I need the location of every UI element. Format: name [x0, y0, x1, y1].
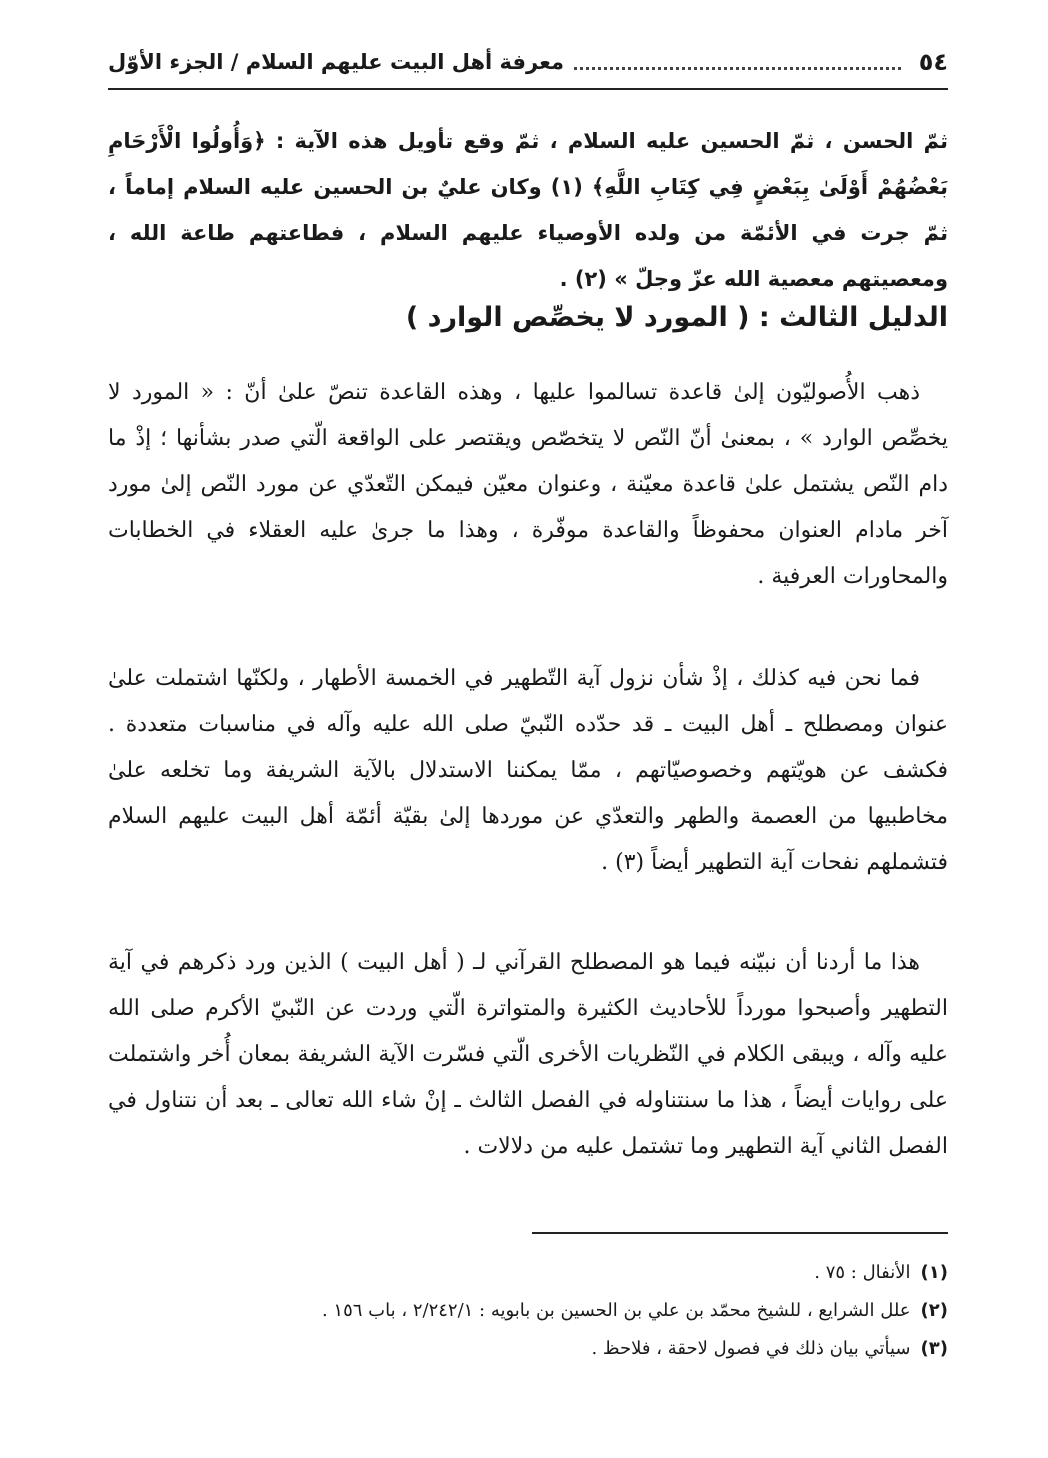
page-number: ٥٤ [918, 48, 948, 76]
book-title: معرفة أهل البيت عليهم السلام / الجزء الأوّل [108, 50, 564, 74]
footnote-number: (٣) [920, 1338, 948, 1359]
footnote-item [108, 1330, 948, 1368]
running-header [108, 40, 948, 84]
header-rule [108, 88, 948, 90]
body-paragraph: ذهب الأُصوليّون إلىٰ قاعدة تسالموا عليها ، وهذه القاعدة تنصّ علىٰ أنّ : « المورد لا يخصِّص الوارد » ، بمعنىٰ أنّ النّص لا يتخصّص ويقتصر على الواقعة الّتي صدر بشأنها ؛ إذْ ما دام النّص يشتمل علىٰ قاعدة معيّنة ، وعنوان معيّن فيمكن التّعدّي عن مورد النّص إلىٰ مورد آخر مادام العنوان محفوظاً والقاعدة موفّرة ، وهذا ما جرىٰ عليه العقلاء في الخطابات والمحاورات العرفية . [108, 380, 948, 589]
header-dot-leader [574, 67, 901, 70]
body-paragraph: هذا ما أردنا أن نبيّنه فيما هو المصطلح القرآني لـ ( أهل البيت ) الذين ورد ذكرهم في آية التطهير وأصبحوا مورداً للأحاديث الكثيرة والمتواترة الّتي وردت عن النّبيّ الأكرم صلى الله عليه وآله ، ويبقى الكلام في النّظريات الأخرى الّتي فسّرت الآية الشريفة بمعان أُخر واشتملت على روايات أيضاً ، هذا ما سنتناوله في الفصل الثالث ـ إنْ شاء الله تعالى ـ بعد أن نتناول في الفصل الثاني آية التطهير وما تشتمل عليه من دلالات . [108, 950, 949, 1159]
footnote-item [108, 1254, 948, 1292]
footnote-rule [532, 1232, 948, 1234]
footnote-text: الأنفال : ٧٥ . [814, 1262, 911, 1283]
footnote-number: (٢) [920, 1300, 948, 1321]
footnote-text: سيأتي بيان ذلك في فصول لاحقة ، فلاحظ . [591, 1338, 911, 1359]
footnote-item [108, 1292, 948, 1330]
footnotes-list [108, 1254, 948, 1368]
body-paragraph: فما نحن فيه كذلك ، إذْ شأن نزول آية التّطهير في الخمسة الأطهار ، ولكنّها اشتملت علىٰ عنوان ومصطلح ـ أهل البيت ـ قد حدّده النّبيّ صلى الله عليه وآله في مناسبات متعددة . فكشف عن هويّتهم وخصوصيّاتهم ، ممّا يمكننا الاستدلال بالآية الشريفة وما تخلعه علىٰ مخاطبيها من العصمة والطهر والتعدّي عن موردها إلىٰ بقيّة أئمّة أهل البيت عليهم السلام فتشملهم نفحات آية التطهير أيضاً (٣) . [108, 666, 948, 875]
lead-paragraph: ثمّ الحسن ، ثمّ الحسين عليه السلام ، ثمّ وقع تأويل هذه الآية : ﴿وَأُولُوا الْأَرْحَامِ بَعْضُهُمْ أَوْلَىٰ بِبَعْضٍ فِي كِتَابِ اللَّهِ﴾ (١) وكان عليٌ بن الحسين عليه السلام إماماً ، ثمّ جرت في الأئمّة من ولده الأوصياء عليهم السلام ، فطاعتهم طاعة الله ، ومعصيتهم معصية الله عزّ وجلّ » (٢) . [108, 129, 948, 291]
footnote-number: (١) [920, 1262, 948, 1283]
section-heading: الدليل الثالث : ( المورد لا يخصِّص الوارد ) [405, 302, 948, 333]
footnote-text: علل الشرايع ، للشيخ محمّد بن علي بن الحسين بن بابويه : ٢/٢٤٢/١ ، باب ١٥٦ . [321, 1300, 911, 1321]
